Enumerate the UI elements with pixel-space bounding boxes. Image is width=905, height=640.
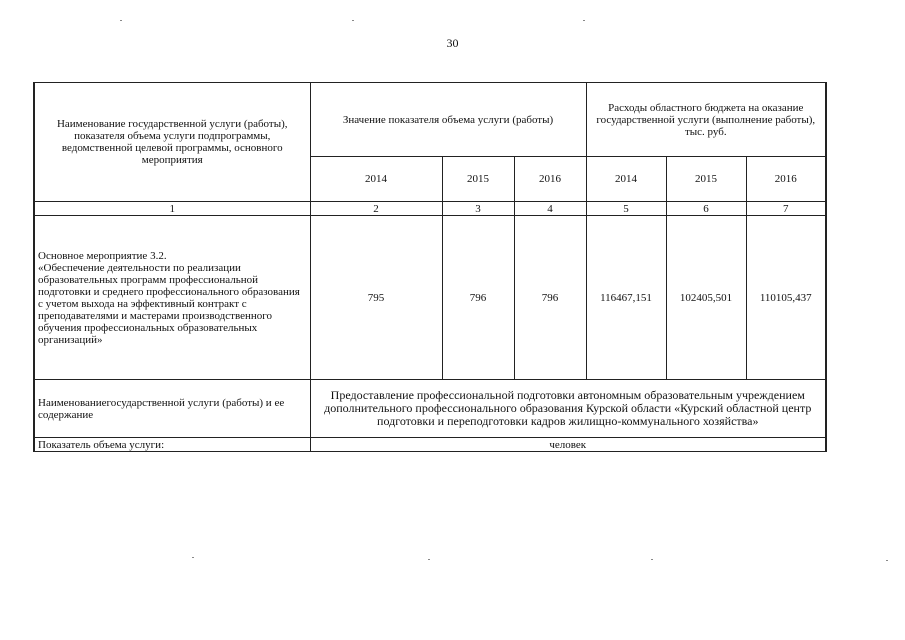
- column-number-cell: 5: [586, 202, 666, 216]
- year-cell: 2015: [666, 157, 746, 202]
- scan-dot: [192, 557, 194, 558]
- column-number-cell: 7: [746, 202, 826, 216]
- column-number-cell: 2: [310, 202, 442, 216]
- header-name-cell: Наименование государственной услуги (работы), показателя объема услуги подпрограммы, ведомственной целевой программы, основного мероприятия: [34, 83, 310, 202]
- expense-2014-cell: 116467,151: [586, 216, 666, 380]
- scan-dot: [583, 20, 585, 21]
- expense-2015-cell: 102405,501: [666, 216, 746, 380]
- value-2015-cell: 796: [442, 216, 514, 380]
- indicator-label-cell: Показатель объема услуги:: [34, 438, 310, 452]
- column-number-cell: 6: [666, 202, 746, 216]
- service-label-cell: Наименованиегосударственной услуги (работы) и ее содержание: [34, 380, 310, 438]
- table-row: [34, 216, 826, 380]
- scan-dot: [886, 560, 888, 561]
- column-number-row: [34, 202, 826, 216]
- scan-dot: [651, 559, 653, 560]
- service-row: [34, 380, 826, 438]
- header-expense-cell: Расходы областного бюджета на оказание государственной услуги (выполнение работы), тыс. руб.: [586, 83, 826, 157]
- year-cell: 2014: [586, 157, 666, 202]
- column-number-cell: 1: [34, 202, 310, 216]
- year-cell: 2016: [514, 157, 586, 202]
- column-number-cell: 3: [442, 202, 514, 216]
- value-2014-cell: 795: [310, 216, 442, 380]
- value-2016-cell: 796: [514, 216, 586, 380]
- activity-name-cell: Основное мероприятие 3.2. «Обеспечение деятельности по реализации образовательных программ профессиональной подготовки и среднего профессионального образования с учетом выхода на эффективный контракт с преподавателями и мастерами производственного обучения профессиональных образовательных организаций»: [34, 216, 310, 380]
- scan-dot: [120, 20, 122, 21]
- indicator-row: [34, 438, 826, 452]
- year-cell: 2014: [310, 157, 442, 202]
- expense-2016-cell: 110105,437: [746, 216, 826, 380]
- budget-table: [33, 82, 827, 452]
- page-number: 30: [446, 36, 459, 50]
- scan-dot: [352, 20, 354, 21]
- year-cell: 2015: [442, 157, 514, 202]
- year-cell: 2016: [746, 157, 826, 202]
- service-content-cell: Предоставление профессиональной подготовки автономным образовательным учреждением дополнительного профессионального образования Курской области «Курский областной центр подготовки и переподготовки кадров жилищно-коммунального хозяйства»: [310, 380, 826, 438]
- scan-dot: [428, 559, 430, 560]
- column-number-cell: 4: [514, 202, 586, 216]
- header-row: [34, 83, 826, 157]
- header-value-cell: Значение показателя объема услуги (работы): [310, 83, 586, 157]
- indicator-value-cell: человек: [310, 438, 826, 452]
